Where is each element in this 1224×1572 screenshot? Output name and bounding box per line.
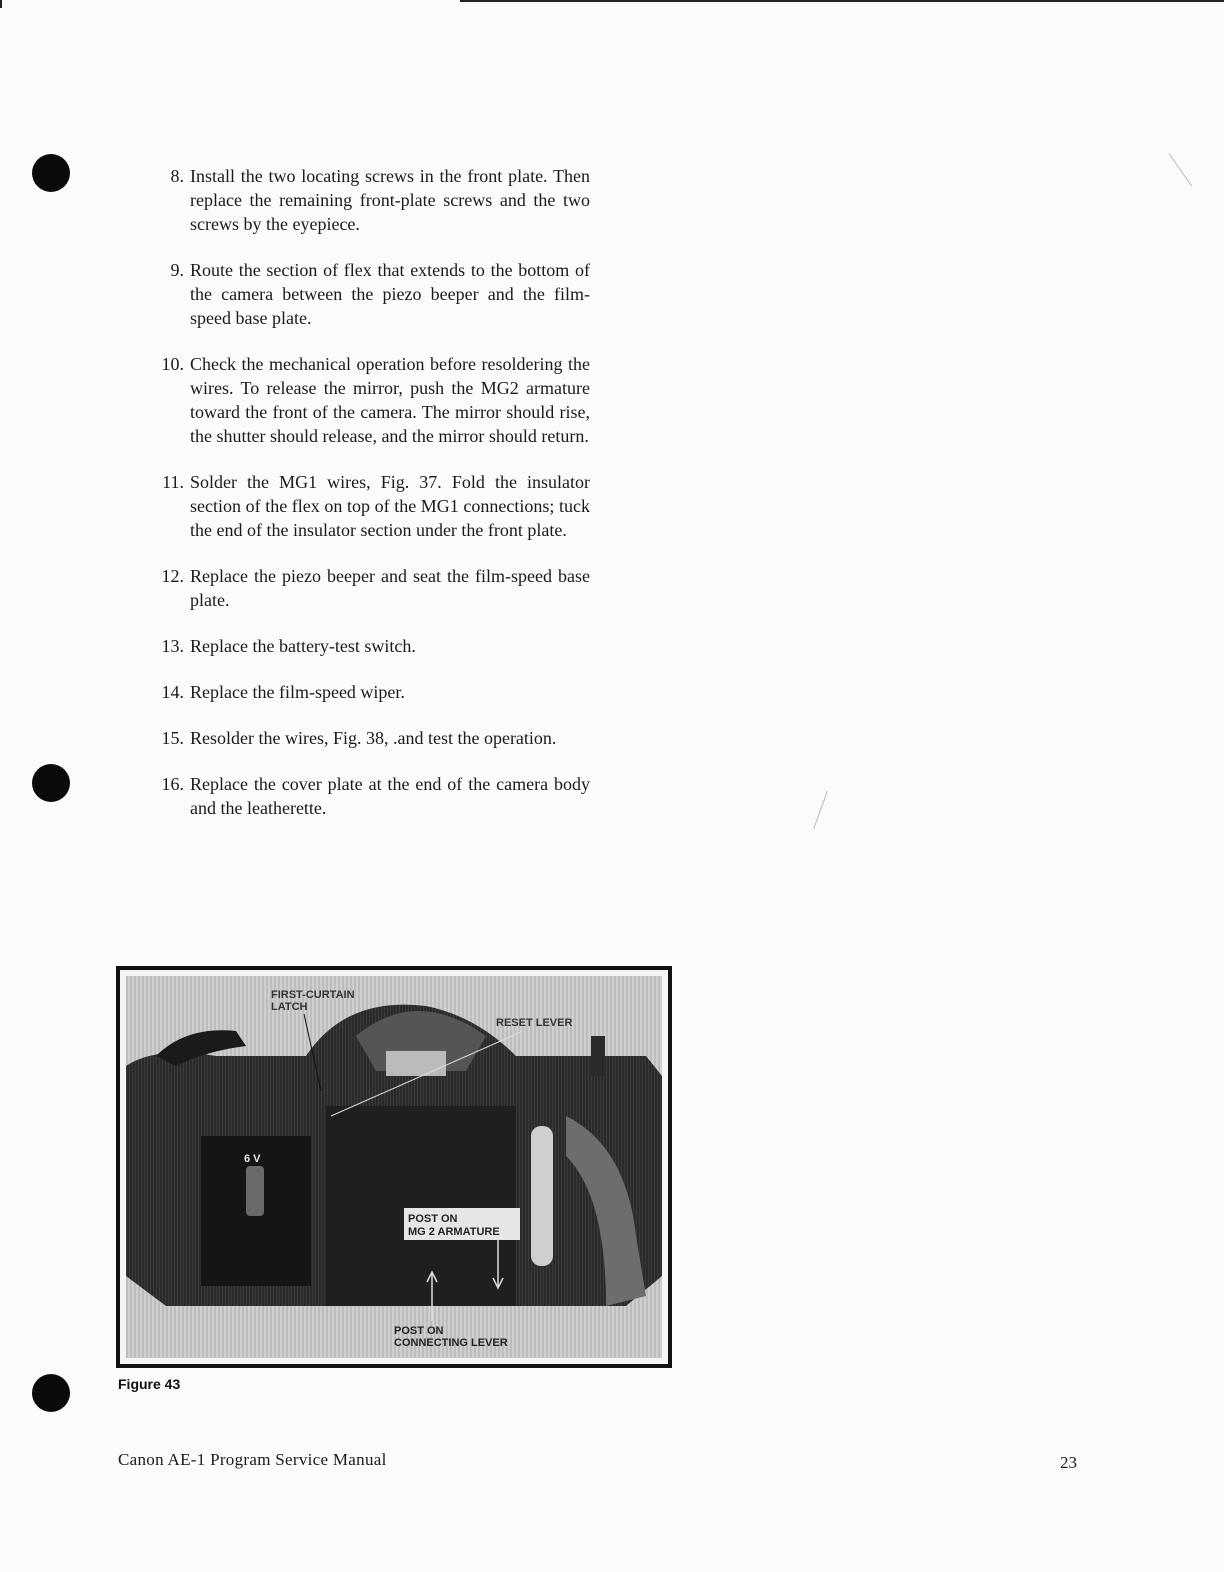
- step-number: 11.: [162, 472, 184, 492]
- rewind-shaft: [591, 1036, 605, 1076]
- step-text: Check the mechanical operation before resoldering the wires. To release the mirror, push the MG2 armature toward the front of the camera. The mirror should rise, the shutter should release, and the mirror should return.: [190, 354, 590, 446]
- callout-post-connecting-line1: POST ON: [394, 1325, 444, 1337]
- figure-caption: Figure 43: [118, 1376, 181, 1392]
- step-text: Replace the battery-test switch.: [190, 636, 416, 656]
- step-number: 15.: [161, 728, 184, 748]
- scan-smudge: [1169, 153, 1193, 186]
- callout-first-curtain-line1: FIRST-CURTAIN: [271, 989, 355, 1001]
- callout-first-curtain-line2: LATCH: [271, 1001, 308, 1013]
- callout-reset-lever: RESET LEVER: [496, 1017, 573, 1029]
- instruction-step: [150, 772, 590, 820]
- instruction-step: [150, 564, 590, 612]
- instruction-step: [150, 164, 590, 236]
- battery-check-button: [246, 1166, 264, 1216]
- instruction-step: [150, 680, 590, 704]
- instruction-step: [150, 634, 590, 658]
- figure-43-frame: [116, 966, 672, 1368]
- callout-post-mg2-line2: MG 2 ARMATURE: [408, 1226, 500, 1238]
- callout-post-mg2-line1: POST ON: [408, 1213, 458, 1225]
- step-number: 8.: [170, 166, 184, 186]
- step-number: 16.: [161, 774, 184, 794]
- instruction-step: [150, 258, 590, 330]
- binder-hole-middle: [32, 764, 70, 802]
- instruction-step: [150, 352, 590, 448]
- callout-post-connecting-line2: CONNECTING LEVER: [394, 1337, 508, 1349]
- footer-manual-title: Canon AE-1 Program Service Manual: [118, 1450, 387, 1469]
- step-number: 14.: [161, 682, 184, 702]
- step-number: 9.: [170, 260, 184, 280]
- binder-hole-bottom: [32, 1374, 70, 1412]
- step-text: Route the section of flex that extends to the bottom of the camera between the piezo beeper and the film-speed base plate.: [190, 260, 590, 328]
- step-number: 12.: [161, 566, 184, 586]
- binder-hole-top: [32, 154, 70, 192]
- step-number: 10.: [161, 354, 184, 374]
- camera-back-photo: [126, 976, 662, 1358]
- shutter-curtain: [326, 1106, 516, 1306]
- step-number: 13.: [161, 636, 184, 656]
- step-text: Resolder the wires, Fig. 38, .and test the operation.: [190, 728, 557, 748]
- page-number: 23: [1060, 1453, 1077, 1472]
- instruction-list: [150, 164, 590, 842]
- instruction-step: [150, 470, 590, 542]
- step-text: Replace the film-speed wiper.: [190, 682, 405, 702]
- step-text: Replace the cover plate at the end of the camera body and the leatherette.: [190, 774, 590, 818]
- instruction-step: [150, 726, 590, 750]
- scan-edge-tick: [0, 0, 2, 8]
- step-text: Install the two locating screws in the front plate. Then replace the remaining front-plate screws and the two screws by the eyepiece.: [190, 166, 590, 234]
- step-text: Replace the piezo beeper and seat the film-speed base plate.: [190, 566, 590, 610]
- battery-voltage-label: 6 V: [244, 1153, 261, 1165]
- scan-smudge: [813, 791, 828, 829]
- film-guide-roller: [531, 1126, 553, 1266]
- viewfinder-window: [386, 1051, 446, 1076]
- scan-edge-line: [460, 0, 1224, 2]
- step-text: Solder the MG1 wires, Fig. 37. Fold the insulator section of the flex on top of the MG1 connections; tuck the end of the insulator section under the front plate.: [190, 472, 590, 540]
